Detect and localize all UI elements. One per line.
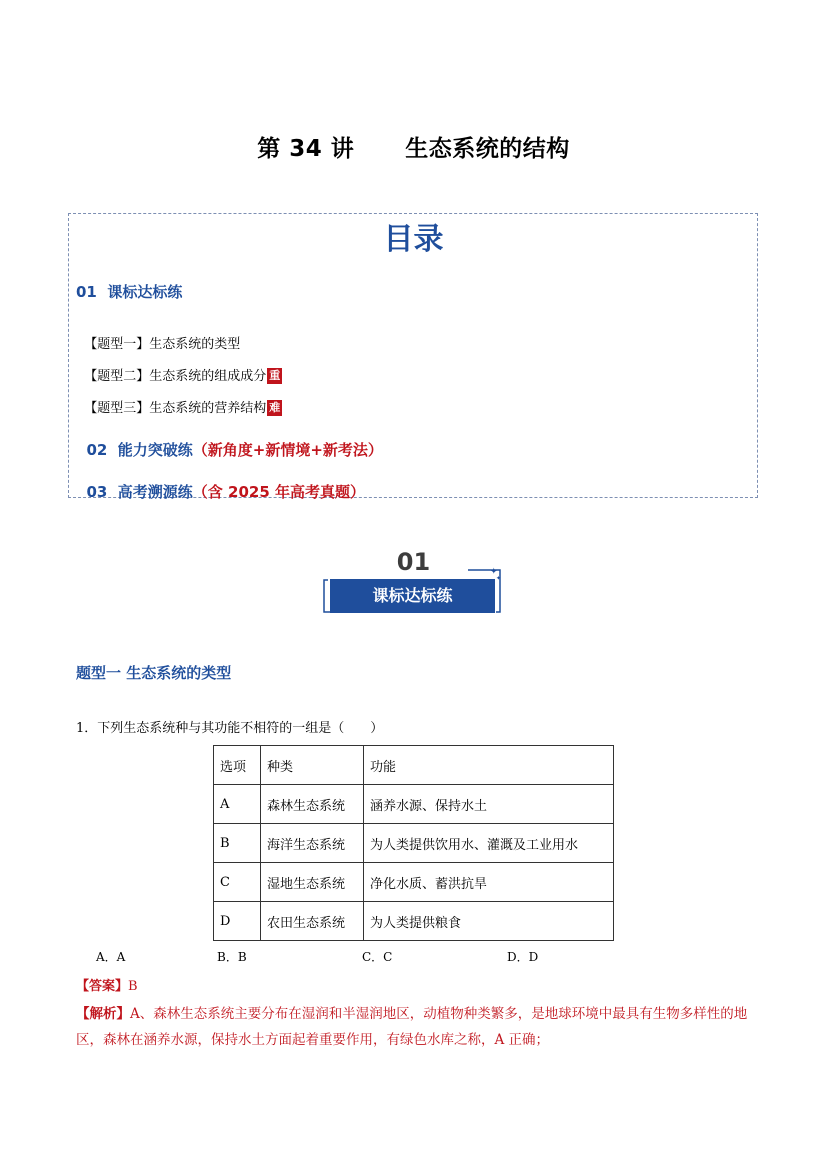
table-cell: 海洋生态系统 bbox=[261, 824, 364, 863]
toc-section-3-label: 03 高考溯源练 bbox=[86, 483, 193, 501]
options-table bbox=[213, 745, 614, 941]
table-cell: 湿地生态系统 bbox=[261, 863, 364, 902]
answer-label: 【答案】 bbox=[76, 979, 129, 994]
toc-section-3 bbox=[76, 463, 365, 502]
toc-item-3 bbox=[76, 382, 282, 416]
difficulty-tag: 重 bbox=[269, 369, 281, 382]
toc-heading: 目录 bbox=[383, 222, 444, 257]
difficulty-tag: 难 bbox=[269, 401, 281, 414]
table-cell: 农田生态系统 bbox=[261, 902, 364, 941]
section-badge-number: 01 bbox=[396, 548, 431, 576]
question-stem: 1．下列生态系统种与其功能不相符的一组是（ ） bbox=[76, 721, 384, 736]
toc-item-text: 【题型三】生态系统的营养结构 bbox=[84, 401, 267, 416]
svg-text:✦: ✦ bbox=[496, 575, 502, 582]
toc-item-text: 【题型二】生态系统的组成成分 bbox=[84, 369, 267, 384]
toc-item-1 bbox=[76, 318, 240, 352]
table-header-cell: 功能 bbox=[364, 746, 614, 785]
table-cell: 为人类提供饮用水、灌溉及工业用水 bbox=[364, 824, 614, 863]
toc-section-2-note: （新角度+新情境+新考法） bbox=[192, 441, 383, 459]
toc-item-2 bbox=[76, 350, 282, 384]
table-cell: 涵养水源、保持水土 bbox=[364, 785, 614, 824]
choice-d: D．D bbox=[507, 950, 539, 964]
table-cell: 净化水质、蓄洪抗旱 bbox=[364, 863, 614, 902]
table-row bbox=[214, 785, 614, 824]
toc-item-text: 【题型一】生态系统的类型 bbox=[84, 337, 241, 352]
analysis bbox=[76, 1001, 756, 1053]
table-header-cell: 种类 bbox=[261, 746, 364, 785]
table-cell: 森林生态系统 bbox=[261, 785, 364, 824]
table-cell: D bbox=[214, 902, 261, 941]
analysis-text: A、森林生态系统主要分布在湿润和半湿润地区，动植物种类繁多，是地球环境中最具有生物多样性的地区，森林在涵养水源，保持水土方面起着重要作用，有绿色水库之称，A 正确； bbox=[76, 1006, 748, 1048]
table-cell: C bbox=[214, 863, 261, 902]
question-type-title: 题型一 生态系统的类型 bbox=[76, 664, 232, 682]
choice-c: C．C bbox=[362, 950, 393, 964]
table-header-row bbox=[214, 746, 614, 785]
analysis-label: 【解析】 bbox=[76, 1006, 130, 1022]
table-cell: A bbox=[214, 785, 261, 824]
table-row bbox=[214, 863, 614, 902]
toc-section-2-label: 02 能力突破练 bbox=[86, 441, 193, 459]
section-badge-label: 课标达标练 bbox=[330, 579, 495, 613]
choice-b: B．B bbox=[217, 950, 247, 964]
svg-text:✦: ✦ bbox=[490, 567, 498, 577]
table-cell: 为人类提供粮食 bbox=[364, 902, 614, 941]
page-title: 第 34 讲 生态系统的结构 bbox=[257, 136, 570, 162]
toc-section-2 bbox=[76, 421, 383, 460]
table-row bbox=[214, 824, 614, 863]
table-header-cell: 选项 bbox=[214, 746, 261, 785]
answer-value: B bbox=[128, 979, 138, 994]
table-cell: B bbox=[214, 824, 261, 863]
choice-a: A．A bbox=[96, 950, 126, 964]
answer bbox=[76, 975, 138, 994]
table-row bbox=[214, 902, 614, 941]
toc-section-3-note: （含 2025 年高考真题） bbox=[192, 483, 365, 501]
toc-section-1: 01 课标达标练 bbox=[76, 283, 183, 301]
